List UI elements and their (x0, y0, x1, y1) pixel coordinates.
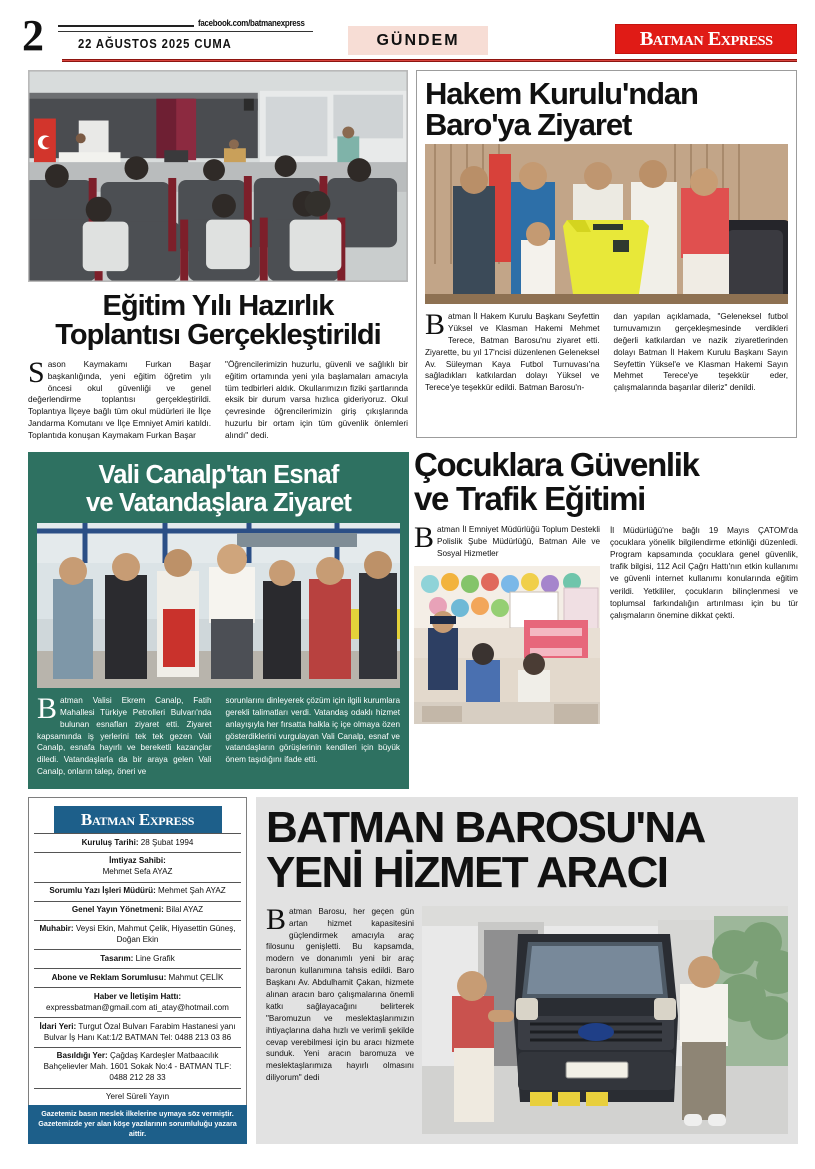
article-egitim-headline (28, 282, 408, 350)
imprint-label: Tasarım: (100, 953, 134, 963)
body-paragraph: sorunlarını dinleyerek çözüm için ilgili kurumlara gerekli talimatları verdi. Vatandaş odaklı hizmet anlayışıyla her fırsatta halkla iç içe olmaya özen gösterdiklerini vurgulayan Vali Canalp, esnaf ve vatandaşların görüşlerinin kendileri için büyük önem taşıdığını ifade etti. (225, 696, 400, 765)
imprint-row-contact (34, 987, 241, 1017)
imprint-row-owner (34, 852, 241, 882)
body-paragraph: Batman İl Hakem Kurulu Başkanı Seyfettin Yüksel ve Klasman Hakemi Mehmet Terece, Batman Barosu'nu ziyaret etti. Ziyarette, bu yıl 17'ncisi düzenlenen Geleneksel Av. Süleyman Kaya Futbol Turnuvası'na sağladıkları katkılardan dolayı Yüksel ve Terece'ye teşekkür edildi. Batman Barosu'n- (425, 308, 600, 393)
imprint-value: Turgut Özal Bulvarı Farabim Hastanesi yanı Bulvar İş Hanı Kat:1/2 BATMAN Tel: 0488 213 03 86 (43, 1021, 236, 1042)
section-badge (348, 26, 488, 55)
article-cocuklar-right (610, 524, 798, 621)
header-rule-top (58, 25, 194, 27)
imprint-value: Çağdaş Kardeşler Matbaacılık Bahçelievler Mah. 1601 Sokak No:4 - BATMAN TLF: 0488 212 28 33 (43, 1051, 232, 1083)
article-egitim-photo (28, 70, 408, 282)
article-barosu (256, 797, 798, 1144)
imprint-row-reporters (34, 920, 241, 950)
article-vali-photo (37, 523, 400, 688)
imprint-logo-text: Batman Express (80, 810, 195, 829)
social-handle[interactable]: facebook.com/batmanexpress (198, 18, 305, 28)
imprint-row-publisher (34, 901, 241, 920)
article-hakem-photo (425, 144, 788, 304)
article-cocuklar-photo (414, 566, 600, 724)
imprint-row-ads (34, 968, 241, 987)
page-number: 2 (22, 11, 43, 60)
headline-line-2: ve Vatandaşlara Ziyaret (85, 488, 352, 517)
article-vali-headline (37, 460, 400, 517)
article-cocuklar-left (414, 520, 600, 724)
body-paragraph: Batman Barosu, her geçen gün artan hizmet kapasitesini güçlendirmek amacıyla araç filosunu genişletti. Bu kapsamda, modern ve donanımlı yeni bir araç baronun kullanımına tahsis edildi. Baro Başkanı Av. Abdulhamit Çakan, hizmete alınan aracın baro çalışmalarına önemli katkı sağlayacağını belirterek "Baromuzun ve meslektaşlarımızın ihtiyaçlarına daha hızlı ve verimli şekilde cevap verebilmesi için bu aracı hizmete sunduk. Yeni aracın baromuza ve meslektaşlarımıza hayırlı olmasını diliyorum" dedi (266, 902, 414, 1083)
imprint-value: Veysi Ekin, Mahmut Çelik, Hiyasettin Güneş, Doğan Ekin (73, 924, 236, 945)
publication-date: 22 AĞUSTOS 2025 CUMA (78, 37, 232, 51)
section-label: GÜNDEM (376, 31, 460, 49)
imprint-label: Haber ve İletişim Hattı: (93, 991, 182, 1001)
headline-line-2: YENİ HİZMET ARACI (266, 847, 668, 897)
article-barosu-photo (422, 906, 788, 1134)
imprint-row-founded (34, 833, 241, 852)
body-paragraph: dan yapılan açıklamada, "Geleneksel futbol turnuvamızın gerçekleşmesinde verdikleri değerli katkılardan ve nazik ziyaretlerinden dolayı Batman İl Hakem Kurulu Başkanı Sayın Seyfettin Yüksel'e ve Klasman Hakemi Sayın Mehmet Terece'ye teşekkür eder, çalışmalarında başarılar dileriz" denildi. (613, 312, 788, 393)
headline-line-2: ve Trafik Eğitimi (414, 479, 645, 517)
headline-line-2: Toplantısı Gerçekleştirildi (55, 319, 381, 351)
body-paragraph: Batman İl Emniyet Müdürlüğü Toplum Destekli Polislik Şube Müdürlüğü, Batman Aile ve Sosyal Hizmetler (414, 520, 600, 558)
imprint-label: Muhabir: (39, 924, 74, 934)
imprint-label: Kuruluş Tarihi: (81, 837, 139, 847)
article-vali-body (37, 692, 400, 778)
imprint-footer-line-1: Gazetemiz basın meslek ilkelerine uymaya söz vermiştir. (41, 1108, 234, 1118)
body-paragraph: "Öğrencilerimizin huzurlu, güvenli ve sağlıklı bir eğitim ortamında yeni yıla başlamaları amacıyla tüm tedbirleri aldık. Okullarımızın fiziki şartlarında eksik bir durum varsa hızlıca gideriyoruz. Okul çevresinde öğrencilerimizin giriş çıkışlarında huzurlu bir ortam için tüm güvenlik önlemleri alındı" dedi. (225, 359, 408, 440)
imprint-label: İdari Yeri: (39, 1021, 77, 1031)
imprint-value: Mahmut ÇELİK (166, 972, 224, 982)
imprint-label: Sorumlu Yazı İşleri Müdürü: (49, 886, 156, 896)
article-cocuklar (414, 448, 798, 788)
imprint-footer-line-2: Gazetemizde yer alan köşe yazılarının sorumluluğu yazara aittir. (38, 1118, 237, 1138)
article-egitim-body (28, 356, 408, 441)
headline-line-1: Hakem Kurulu'ndan (425, 76, 698, 111)
article-hakem (416, 70, 797, 438)
imprint-label: Basıldığı Yer: (56, 1051, 108, 1061)
headline-line-1: BATMAN BAROSU'NA (266, 803, 705, 852)
imprint-logo (54, 806, 222, 833)
imprint-value: 28 Şubat 1994 (138, 837, 194, 847)
imprint-value[interactable]: expressbatman@gmail.com ati_atay@hotmail.com (46, 1002, 229, 1012)
imprint-row-address (34, 1017, 241, 1047)
article-egitim (28, 70, 408, 441)
imprint-value: Line Grafik (133, 953, 175, 963)
body-paragraph: Batman Valisi Ekrem Canalp, Fatih Mahallesi Türkiye Petrolleri Bulvarı'nda bulunan esnafları ziyaret etti. Ziyaret kapsamında iş yerlerini tek tek gezen Vali Canalp, esnafa hayırlı ve bereketli kazançlar diledi. Vatandaşlarla da bir araya gelen Vali Canalp, onların talep, öneri ve (37, 692, 212, 776)
imprint-row-editor (34, 882, 241, 901)
headline-line-1: Eğitim Yılı Hazırlık (102, 290, 334, 322)
header-red-divider (62, 59, 797, 62)
imprint-footer (28, 1105, 247, 1144)
article-hakem-body (425, 308, 788, 394)
body-paragraph: Sason Kaymakamı Furkan Başar başkanlığında, yeni eğitim öğretim yılı öncesi okul güvenliği ve genel değerlendirme toplantısı gerçekleştirildi. Toplantıya İlçeye bağlı tüm okul müdürleri ile İlçe Jandarma Komutanı ve İlçe Emniyet Amiri katıldı. Toplantıda konuşan Kaymakam Furkan Başar (28, 356, 211, 440)
masthead-logo-text: Batman Express (639, 28, 773, 50)
imprint-label: Abone ve Reklam Sorumlusu: (51, 972, 167, 982)
masthead-logo (615, 24, 797, 54)
imprint-value: Mehmet Sefa AYAZ (102, 867, 173, 877)
article-barosu-body (266, 902, 414, 1084)
article-hakem-headline (425, 78, 788, 140)
article-barosu-headline (266, 803, 788, 897)
imprint-value: Yerel Süreli Yayın (105, 1092, 170, 1102)
imprint-box (28, 797, 247, 1144)
headline-line-2: Baro'ya Ziyaret (425, 107, 632, 142)
headline-line-1: Çocuklara Güvenlik (414, 446, 699, 483)
headline-line-1: Vali Canalp'tan Esnaf (98, 461, 339, 489)
imprint-row-printer (34, 1047, 241, 1088)
imprint-label: Genel Yayın Yönetmeni: (71, 905, 164, 915)
article-cocuklar-headline (414, 448, 798, 516)
imprint-value: Bilal AYAZ (163, 905, 204, 915)
imprint-row-design (34, 949, 241, 968)
imprint-label: İmtiyaz Sahibi: (109, 856, 166, 866)
page-header (0, 0, 815, 66)
imprint-value: Mehmet Şah AYAZ (155, 886, 226, 896)
body-paragraph: İl Müdürlüğü'ne bağlı 19 Mayıs ÇATOM'da çocuklara yönelik bilgilendirme etkinliği düzenledi. Program kapsamında çocuklara genel güvenlik, trafik bilgisi, 112 Acil Çağrı Hattı'nın etkin kullanımı ve güvenli internet kullanımı konularında eğitim verildi. Yetkililer, çocukların bilinçlenmesi ve toplumsal farkındalığın artırılması için bu tür çalışmaların önemine dikkat çekti. (610, 524, 798, 620)
article-vali (28, 452, 409, 789)
header-rule-mid (58, 31, 313, 32)
